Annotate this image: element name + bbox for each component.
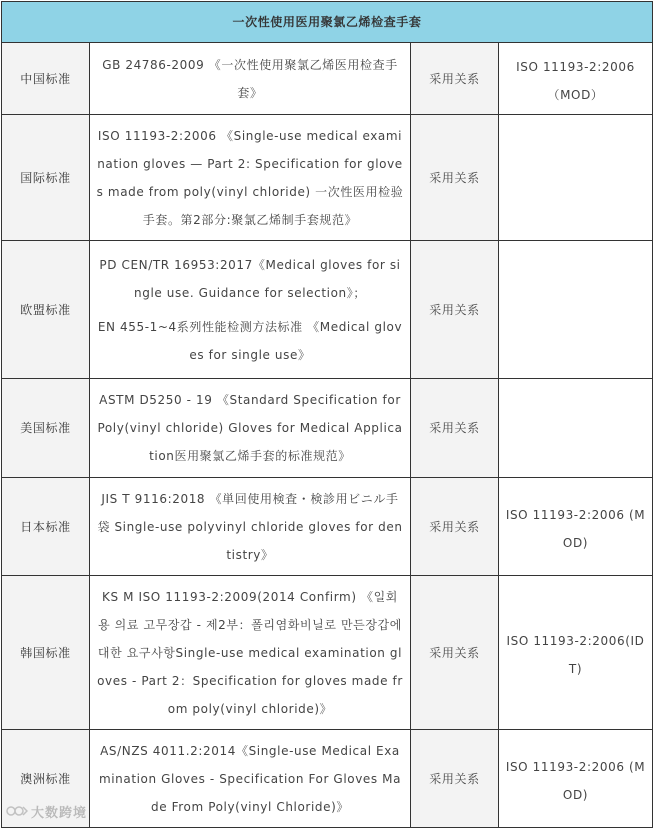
- table-row: [2, 478, 653, 576]
- iso-cell: ISO 11193-2:2006 (MOD): [499, 478, 653, 576]
- region-cell: 中国标准: [2, 43, 90, 115]
- region-cell: 澳洲标准: [2, 730, 90, 828]
- standard-cell: [90, 379, 411, 478]
- region-cell: 美国标准: [2, 379, 90, 478]
- iso-cell: ISO 11193-2:2006(IDT): [499, 576, 653, 730]
- region-cell: 日本标准: [2, 478, 90, 576]
- iso-cell: [499, 241, 653, 379]
- relation-cell: 采用关系: [411, 478, 499, 576]
- relation-cell: 采用关系: [411, 115, 499, 241]
- relation-cell: 采用关系: [411, 379, 499, 478]
- relation-cell: 采用关系: [411, 730, 499, 828]
- table-row: [2, 241, 653, 379]
- relation-cell: 采用关系: [411, 241, 499, 379]
- standard-text: PD CEN/TR 16953:2017《Medical gloves for single use. Guidance for selection》；: [99, 257, 401, 300]
- relation-cell: 采用关系: [411, 43, 499, 115]
- standard-text: AS/NZS 4011.2:2014《Single-use Medical Examination Gloves - Specification For Gloves Made From Poly(vinyl Chloride)》: [98, 743, 402, 814]
- watermark-logo-icon: [6, 804, 28, 818]
- iso-cell: [499, 115, 653, 241]
- standard-cell: [90, 241, 411, 379]
- standard-cell: [90, 576, 411, 730]
- watermark-text: 大数跨境: [31, 805, 88, 821]
- standard-text: GB 24786-2009 《一次性使用聚氯乙烯医用检查手套》: [102, 57, 398, 100]
- table-row: [2, 115, 653, 241]
- iso-cell: [499, 379, 653, 478]
- iso-cell: ISO 11193-2:2006（MOD）: [499, 43, 653, 115]
- standard-cell: [90, 730, 411, 828]
- standard-cell: [90, 43, 411, 115]
- region-cell: 欧盟标准: [2, 241, 90, 379]
- watermark: [6, 802, 87, 820]
- standards-table: [1, 1, 653, 828]
- relation-cell: 采用关系: [411, 576, 499, 730]
- region-cell: 国际标准: [2, 115, 90, 241]
- standard-text: ISO 11193-2:2006 《Single-use medical examination gloves — Part 2: Specification for gloves made from poly(vinyl chloride) 一次性医用检验手套。第2部分:聚氯乙烯制手套规范》: [96, 128, 404, 227]
- table-row: [2, 730, 653, 828]
- table-row: [2, 576, 653, 730]
- title-row: [2, 2, 653, 43]
- standard-text: ASTM D5250 - 19 《Standard Specification for Poly(vinyl chloride) Gloves for Medical Application医用聚氯乙烯手套的标准规范》: [97, 393, 403, 463]
- standard-cell: [90, 478, 411, 576]
- region-cell: 韩国标准: [2, 576, 90, 730]
- standard-text: EN 455-1~4系列性能检测方法标准 《Medical gloves for single use》: [97, 319, 403, 362]
- iso-cell: ISO 11193-2:2006 (MOD): [499, 730, 653, 828]
- standard-text: JIS T 9116:2018 《単回使用検査・検診用ビニル手袋 Single-use polyvinyl chloride gloves for dentistry》: [97, 491, 403, 562]
- standard-cell: [90, 115, 411, 241]
- table-title: 一次性使用医用聚氯乙烯检查手套: [2, 2, 653, 43]
- table-row: [2, 43, 653, 115]
- table-row: [2, 379, 653, 478]
- standard-text: KS M ISO 11193-2:2009(2014 Confirm) 《일회용 의료 고무장갑 - 제2부：폴리염화비닐로 만든장갑에 대한 요구사항Single-use medical examination gloves - Part 2：Specification for gloves made from poly(vinyl chloride)》: [97, 589, 403, 716]
